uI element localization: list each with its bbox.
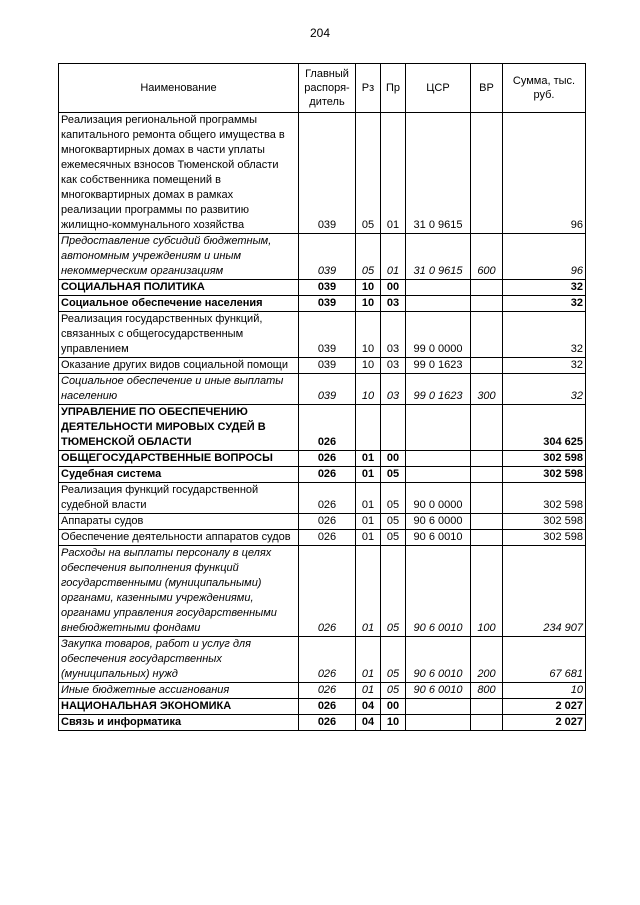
row-csr: [406, 699, 471, 715]
row-rz: 01: [356, 451, 381, 467]
row-vr: 300: [471, 374, 503, 405]
row-rz: [356, 405, 381, 451]
table-row: [59, 280, 586, 296]
budget-table: [58, 63, 586, 731]
header-grbs: Главный распоря-дитель: [299, 64, 356, 113]
row-name: НАЦИОНАЛЬНАЯ ЭКОНОМИКА: [59, 699, 299, 715]
table-row: [59, 113, 586, 234]
table-row: [59, 683, 586, 699]
row-vr: [471, 358, 503, 374]
row-sum: 67 681: [503, 637, 586, 683]
row-grbs: 026: [299, 637, 356, 683]
row-sum: 10: [503, 683, 586, 699]
row-sum: 32: [503, 358, 586, 374]
row-csr: 90 6 0010: [406, 683, 471, 699]
row-rz: 10: [356, 280, 381, 296]
row-rz: 05: [356, 234, 381, 280]
table-row: [59, 530, 586, 546]
row-sum: 96: [503, 234, 586, 280]
row-csr: 90 6 0010: [406, 546, 471, 637]
row-name: Предоставление субсидий бюджетным, автономным учреждениям и иным некоммерческим организациям: [59, 234, 299, 280]
table-row: [59, 296, 586, 312]
row-grbs: 039: [299, 374, 356, 405]
row-grbs: 039: [299, 296, 356, 312]
row-grbs: 039: [299, 358, 356, 374]
row-vr: 800: [471, 683, 503, 699]
row-grbs: 026: [299, 699, 356, 715]
row-csr: [406, 280, 471, 296]
row-rz: 04: [356, 699, 381, 715]
table-row: [59, 451, 586, 467]
row-vr: [471, 405, 503, 451]
row-grbs: 039: [299, 280, 356, 296]
row-csr: 90 6 0010: [406, 637, 471, 683]
row-pr: 05: [381, 683, 406, 699]
row-name: Иные бюджетные ассигнования: [59, 683, 299, 699]
table-header-row: [59, 64, 586, 113]
row-pr: 00: [381, 280, 406, 296]
row-grbs: 039: [299, 234, 356, 280]
row-rz: 10: [356, 358, 381, 374]
row-rz: 01: [356, 483, 381, 514]
row-rz: 01: [356, 530, 381, 546]
row-grbs: 039: [299, 312, 356, 358]
row-name: УПРАВЛЕНИЕ ПО ОБЕСПЕЧЕНИЮ ДЕЯТЕЛЬНОСТИ МИРОВЫХ СУДЕЙ В ТЮМЕНСКОЙ ОБЛАСТИ: [59, 405, 299, 451]
row-name: Закупка товаров, работ и услуг для обеспечения государственных (муниципальных) нужд: [59, 637, 299, 683]
table-row: [59, 546, 586, 637]
row-pr: 03: [381, 374, 406, 405]
row-name: Оказание других видов социальной помощи: [59, 358, 299, 374]
row-vr: [471, 280, 503, 296]
row-csr: [406, 405, 471, 451]
header-rz: Рз: [356, 64, 381, 113]
row-pr: 05: [381, 546, 406, 637]
row-pr: 05: [381, 467, 406, 483]
row-grbs: 026: [299, 514, 356, 530]
row-csr: 90 6 0010: [406, 530, 471, 546]
row-sum: 32: [503, 374, 586, 405]
row-name: ОБЩЕГОСУДАРСТВЕННЫЕ ВОПРОСЫ: [59, 451, 299, 467]
row-grbs: 026: [299, 405, 356, 451]
table-row: [59, 234, 586, 280]
row-vr: 100: [471, 546, 503, 637]
row-rz: 04: [356, 715, 381, 731]
row-csr: 31 0 9615: [406, 113, 471, 234]
table-row: [59, 483, 586, 514]
row-grbs: 026: [299, 483, 356, 514]
row-csr: 90 0 0000: [406, 483, 471, 514]
row-pr: 01: [381, 234, 406, 280]
row-rz: 01: [356, 514, 381, 530]
row-rz: 10: [356, 296, 381, 312]
row-rz: 01: [356, 546, 381, 637]
table-row: [59, 405, 586, 451]
row-vr: [471, 483, 503, 514]
table-row: [59, 715, 586, 731]
row-grbs: 026: [299, 715, 356, 731]
row-grbs: 026: [299, 467, 356, 483]
row-sum: 302 598: [503, 483, 586, 514]
row-name: СОЦИАЛЬНАЯ ПОЛИТИКА: [59, 280, 299, 296]
row-vr: [471, 514, 503, 530]
row-name: Обеспечение деятельности аппаратов судов: [59, 530, 299, 546]
row-grbs: 039: [299, 113, 356, 234]
row-pr: 05: [381, 483, 406, 514]
row-grbs: 026: [299, 546, 356, 637]
row-rz: 01: [356, 683, 381, 699]
row-vr: [471, 296, 503, 312]
row-pr: 10: [381, 715, 406, 731]
row-vr: [471, 113, 503, 234]
row-name: Реализация функций государственной судебной власти: [59, 483, 299, 514]
row-sum: 302 598: [503, 514, 586, 530]
row-csr: 99 0 1623: [406, 374, 471, 405]
row-name: Реализация государственных функций, связанных с общегосударственным управлением: [59, 312, 299, 358]
row-csr: 31 0 9615: [406, 234, 471, 280]
row-sum: 32: [503, 296, 586, 312]
row-name: Социальное обеспечение населения: [59, 296, 299, 312]
row-name: Связь и информатика: [59, 715, 299, 731]
row-name: Аппараты судов: [59, 514, 299, 530]
row-vr: [471, 451, 503, 467]
table-row: [59, 312, 586, 358]
row-sum: 302 598: [503, 530, 586, 546]
row-vr: [471, 312, 503, 358]
table-row: [59, 358, 586, 374]
row-pr: [381, 405, 406, 451]
row-rz: 10: [356, 374, 381, 405]
row-rz: 01: [356, 467, 381, 483]
row-sum: 2 027: [503, 699, 586, 715]
table-row: [59, 374, 586, 405]
table-row: [59, 467, 586, 483]
page-number: 204: [309, 26, 331, 40]
row-sum: 304 625: [503, 405, 586, 451]
row-csr: [406, 451, 471, 467]
row-vr: 200: [471, 637, 503, 683]
row-pr: 00: [381, 451, 406, 467]
row-vr: [471, 699, 503, 715]
row-sum: 234 907: [503, 546, 586, 637]
row-name: Расходы на выплаты персоналу в целях обеспечения выполнения функций государственными (муниципальными) органами, казенными учреждениями, органами управления государственными внебюджетными фондами: [59, 546, 299, 637]
row-pr: 03: [381, 312, 406, 358]
row-name: Реализация региональной программы капитального ремонта общего имущества в многоквартирных домах в части уплаты ежемесячных взносов Тюменской области как собственника помещений в многоквартирных домах в рамках реализации программы по развитию жилищно-коммунального хозяйства: [59, 113, 299, 234]
row-csr: [406, 715, 471, 731]
row-pr: 03: [381, 358, 406, 374]
header-sum: Сумма, тыс. руб.: [503, 64, 586, 113]
row-name: Судебная система: [59, 467, 299, 483]
row-grbs: 026: [299, 683, 356, 699]
row-rz: 01: [356, 637, 381, 683]
row-csr: 99 0 1623: [406, 358, 471, 374]
header-name: Наименование: [59, 64, 299, 113]
row-sum: 32: [503, 280, 586, 296]
row-pr: 00: [381, 699, 406, 715]
row-vr: [471, 467, 503, 483]
row-sum: 96: [503, 113, 586, 234]
row-sum: 32: [503, 312, 586, 358]
row-rz: 05: [356, 113, 381, 234]
header-csr: ЦСР: [406, 64, 471, 113]
row-sum: 302 598: [503, 467, 586, 483]
row-vr: 600: [471, 234, 503, 280]
row-csr: 99 0 0000: [406, 312, 471, 358]
row-vr: [471, 715, 503, 731]
row-csr: [406, 296, 471, 312]
row-grbs: 026: [299, 530, 356, 546]
header-vr: ВР: [471, 64, 503, 113]
table-row: [59, 699, 586, 715]
row-grbs: 026: [299, 451, 356, 467]
table-row: [59, 637, 586, 683]
row-pr: 05: [381, 637, 406, 683]
row-name: Социальное обеспечение и иные выплаты населению: [59, 374, 299, 405]
row-pr: 05: [381, 530, 406, 546]
row-pr: 05: [381, 514, 406, 530]
row-sum: 2 027: [503, 715, 586, 731]
row-pr: 03: [381, 296, 406, 312]
row-pr: 01: [381, 113, 406, 234]
table-row: [59, 514, 586, 530]
row-sum: 302 598: [503, 451, 586, 467]
row-csr: 90 6 0000: [406, 514, 471, 530]
row-csr: [406, 467, 471, 483]
row-vr: [471, 530, 503, 546]
header-pr: Пр: [381, 64, 406, 113]
row-rz: 10: [356, 312, 381, 358]
